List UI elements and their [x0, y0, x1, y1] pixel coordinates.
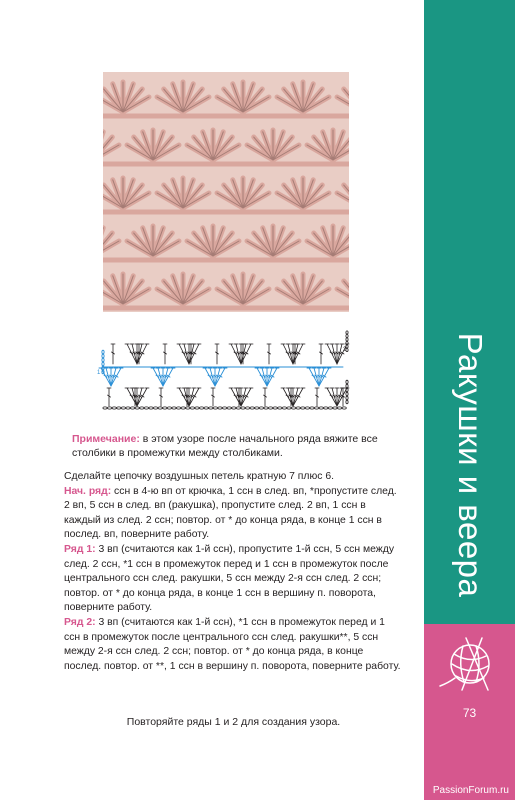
crochet-chart — [93, 330, 359, 412]
instructions — [64, 470, 403, 674]
intro-text: Сделайте цепочку воздушных петель кратную 7 плюс 6. — [64, 471, 335, 482]
row-start-text: ссн в 4-ю вп от крючка, 1 ссн в след. вп, *пропустите след. 2 вп, 5 ссн в след. вп (ракушка), пропустите след. 2 вп, 1 ссн в каждый из след. 2 ссн; повтор. от * до конца ряда, в конце 1 ссн в послед. вп, поверните работу. — [64, 485, 397, 541]
swatch-illustration — [103, 72, 349, 312]
note-label: Примечание: — [72, 433, 140, 445]
closing-text: Повторяйте ряды 1 и 2 для создания узора. — [126, 716, 341, 728]
row-start — [64, 485, 403, 543]
chart-row-label-1: 1 — [97, 370, 101, 376]
side-title-container — [424, 300, 515, 630]
row-1-label: Ряд 1: — [64, 543, 96, 555]
watermark: PassionForum.ru — [432, 785, 509, 796]
row-2-text: 3 вп (считаются как 1-й ссн), *1 ссн в промежуток перед и 1 ссн в промежуток после центрального ссн след. ракушки**, 5 ссн между 2-я ссн след. 2 ссн; повтор. от * до конца ряда, в конце послед. повтор. от **, 1 ссн в вершину п. поворота, поверните работу. — [64, 616, 401, 672]
row-start-label: Нач. ряд: — [64, 485, 112, 497]
row-1-text: 3 вп (считаются как 1-й ссн), пропустите 1-й ссн, 5 ссн между след. 2 ссн, *1 ссн в промежуток перед и 1 ссн в промежуток после центрального ссн след. ракушки, 5 ссн между 2-я ссн след. 2 ссн; повтор. от * до конца ряда, в конце 1 ссн в вершину п. поворота, поверните работу. — [64, 543, 395, 614]
row-2-label: Ряд 2: — [64, 616, 96, 628]
chart-row-label-2: 2 — [343, 347, 347, 353]
swatch-photo — [103, 72, 349, 312]
note-text: в этом узоре после начального ряда вяжите все столбики в промежутки между столбиками. — [72, 433, 378, 459]
row-1 — [64, 543, 403, 616]
note — [72, 432, 408, 460]
section-title: Ракушки и веера — [451, 332, 489, 598]
yarn-ball-icon — [436, 636, 500, 694]
row-2 — [64, 616, 403, 674]
page-number: 73 — [462, 706, 477, 720]
